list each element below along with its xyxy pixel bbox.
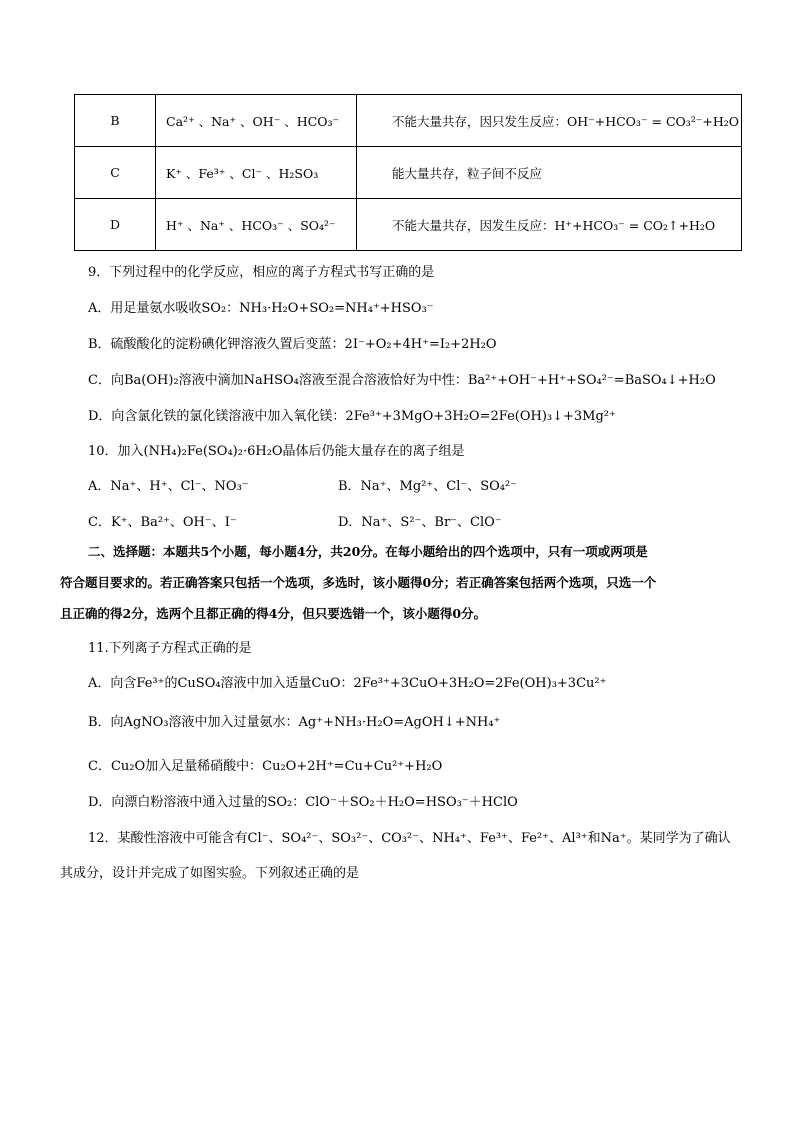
- question-11-stem: 11.下列离子方程式正确的是: [88, 641, 252, 656]
- judgment: 能大量共存，粒子间不反应: [357, 147, 742, 199]
- question-10-option-d: D．Na⁺、S²⁻、Br⁻、ClO⁻: [338, 515, 502, 530]
- options-table: [74, 94, 742, 251]
- table-row: [75, 95, 742, 147]
- question-11-option-a: A．向含Fe³⁺的CuSO₄溶液中加入适量CuO：2Fe³⁺+3CuO+3H₂O=2Fe(OH)₃+3Cu²⁺: [88, 676, 607, 691]
- row-label: D: [75, 199, 156, 251]
- question-10-option-c: C．K⁺、Ba²⁺、OH⁻、I⁻: [88, 515, 237, 530]
- row-label: C: [75, 147, 156, 199]
- ion-group: Ca²⁺ 、Na⁺ 、OH⁻ 、HCO₃⁻: [156, 95, 357, 147]
- row-label: B: [75, 95, 156, 147]
- judgment: 不能大量共存，因只发生反应：OH⁻+HCO₃⁻ = CO₃²⁻+H₂O: [357, 95, 742, 147]
- section-2-instructions-line-2: 符合题目要求的。若正确答案只包括一个选项，多选时，该小题得0分；若正确答案包括两个选项，只选一个: [60, 575, 657, 590]
- question-11-option-d: D．向漂白粉溶液中通入过量的SO₂：ClO⁻＋SO₂＋H₂O=HSO₃⁻＋HClO: [88, 795, 518, 810]
- question-9-option-d: D．向含氯化铁的氯化镁溶液中加入氧化镁：2Fe³⁺+3MgO+3H₂O=2Fe(OH)₃↓+3Mg²⁺: [88, 409, 616, 424]
- question-10-stem: 10．加入(NH₄)₂Fe(SO₄)₂·6H₂O晶体后仍能大量存在的离子组是: [88, 444, 465, 459]
- table-row: [75, 199, 742, 251]
- question-9-option-b: B．硫酸酸化的淀粉碘化钾溶液久置后变蓝：2I⁻+O₂+4H⁺=I₂+2H₂O: [88, 337, 497, 352]
- question-12-stem-line-1: 12．某酸性溶液中可能含有Cl⁻、SO₄²⁻、SO₃²⁻、CO₃²⁻、NH₄⁺、Fe³⁺、Fe²⁺、Al³⁺和Na⁺。某同学为了确认: [88, 831, 731, 846]
- ion-group: K⁺ 、Fe³⁺ 、Cl⁻ 、H₂SO₃: [156, 147, 357, 199]
- question-10-option-a: A．Na⁺、H⁺、Cl⁻、NO₃⁻: [88, 479, 249, 494]
- question-9-option-a: A．用足量氨水吸收SO₂：NH₃·H₂O+SO₂=NH₄⁺+HSO₃⁻: [88, 301, 434, 316]
- judgment: 不能大量共存，因发生反应：H⁺+HCO₃⁻ = CO₂↑+H₂O: [357, 199, 742, 251]
- question-9-option-c: C．向Ba(OH)₂溶液中滴加NaHSO₄溶液至混合溶液恰好为中性：Ba²⁺+OH⁻+H⁺+SO₄²⁻=BaSO₄↓+H₂O: [88, 373, 716, 388]
- question-12-stem-line-2: 其成分，设计并完成了如图实验。下列叙述正确的是: [60, 866, 360, 881]
- question-10-option-b: B．Na⁺、Mg²⁺、Cl⁻、SO₄²⁻: [338, 479, 518, 494]
- table-row: [75, 147, 742, 199]
- section-2-instructions-line-3: 且正确的得2分，选两个且都正确的得4分，但只要选错一个，该小题得0分。: [60, 606, 487, 621]
- section-2-instructions-line-1: 二、选择题：本题共5个小题，每小题4分，共20分。在每小题给出的四个选项中，只有一项或两项是: [88, 544, 648, 559]
- question-11-option-c: C．Cu₂O加入足量稀硝酸中：Cu₂O+2H⁺=Cu+Cu²⁺+H₂O: [88, 759, 443, 774]
- ion-group: H⁺ 、Na⁺ 、HCO₃⁻ 、SO₄²⁻: [156, 199, 357, 251]
- question-11-option-b: B．向AgNO₃溶液中加入过量氨水：Ag⁺+NH₃·H₂O=AgOH↓+NH₄⁺: [88, 715, 501, 730]
- question-9-stem: 9．下列过程中的化学反应，相应的离子方程式书写正确的是: [88, 265, 435, 280]
